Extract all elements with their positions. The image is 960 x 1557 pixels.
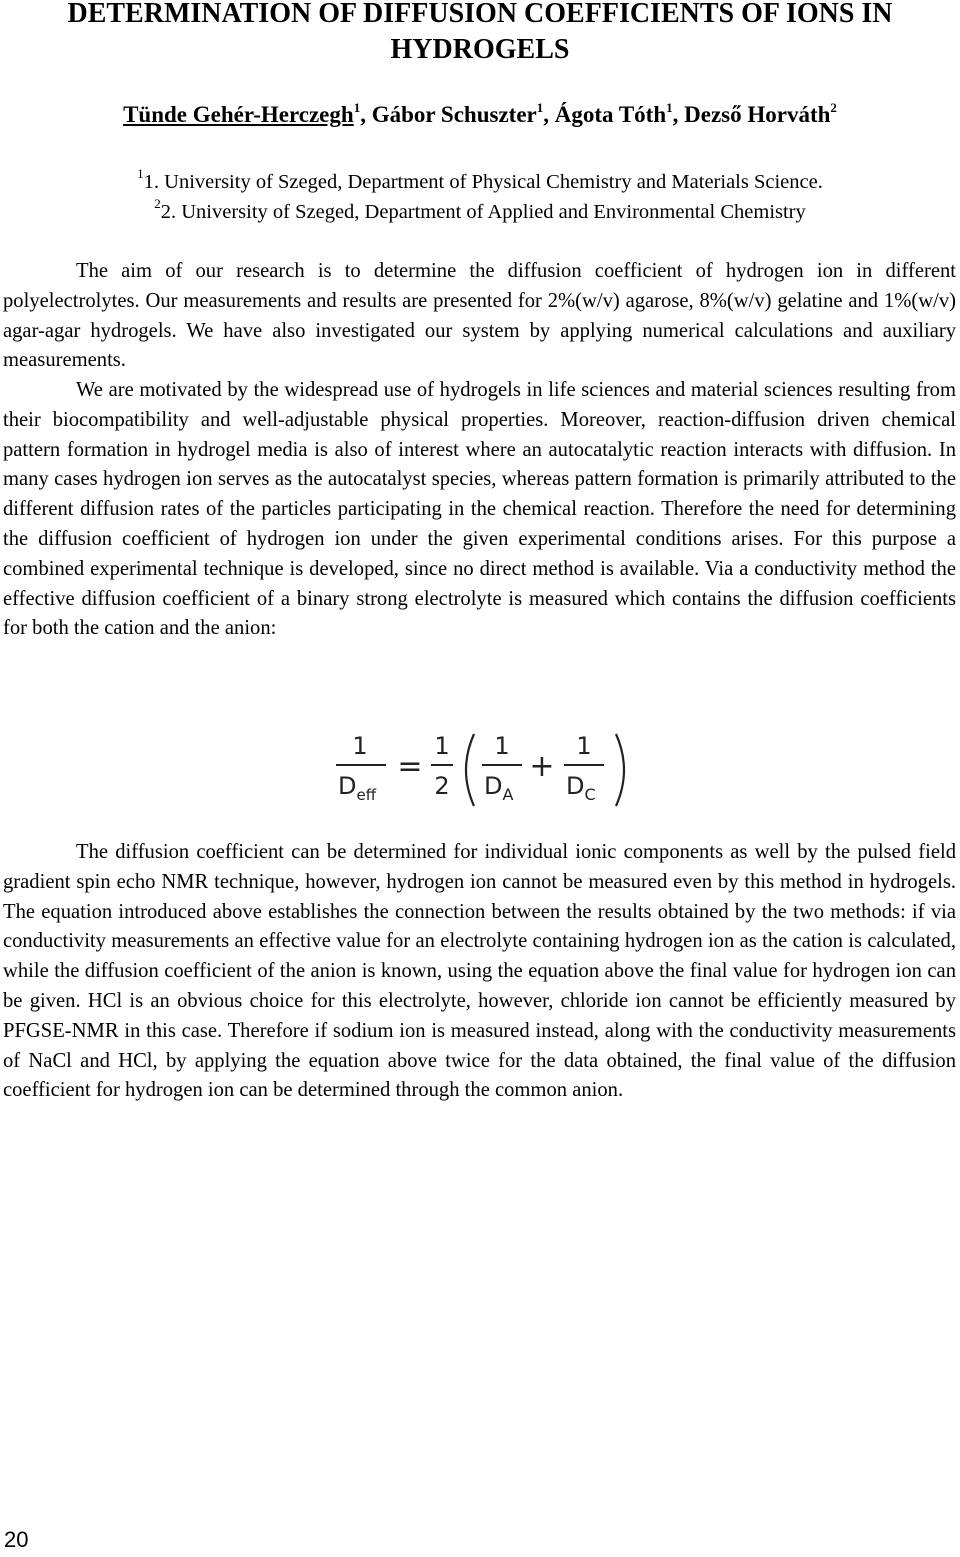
effective-diffusion-equation <box>330 732 640 812</box>
half-denominator: 2 <box>434 772 450 800</box>
author-separator: , <box>360 102 372 127</box>
abstract-paragraph-2: We are motivated by the widespread use of hydrogels in life sciences and material sciences resulting from their biocompatibility and well-adjustable physical properties. Moreover, reaction-diffusion driven chemical pattern formation in hydrogel media is also of interest where an autocatalytic reaction interacts with diffusion. In many cases hydrogen ion serves as the autocatalyst species, whereas pattern formation is primarily attributed to the different diffusion rates of the particles participating in the chemical reaction. Therefore the need for determining the diffusion coefficient of hydrogen ion under the given experimental conditions arises. For this purpose a combined experimental technique is developed, since no direct method is available. Via a conductivity method the effective diffusion coefficient of a binary strong electrolyte is measured which contains the diffusion coefficients for both the cation and the anion: <box>3 379 956 640</box>
equals-sign: = <box>397 749 423 784</box>
title-line-1: DETERMINATION OF DIFFUSION COEFFICIENTS OF IONS IN <box>67 0 893 29</box>
affiliation-text: 1. University of Szeged, Department of Physical Chemistry and Materials Science. <box>143 171 823 193</box>
affiliation-mark: 2 <box>154 196 161 211</box>
author-list <box>0 100 960 130</box>
affiliation-2 <box>0 198 960 226</box>
term-a-denominator: $D_A$ <box>484 772 514 804</box>
author-affiliation-mark: 2 <box>830 100 837 115</box>
abstract-paragraph-1: The aim of our research is to determine the diffusion coefficient of hydrogen ion in different polyelectrolytes. Our measurements and results are presented for 2%(w/v) agarose, 8%(w/v) gelatine and 1%(w/v) agar-agar hydrogels. We have also investigated our system by applying numerical calculations and auxiliary measurements. <box>3 260 956 372</box>
author-name: Ágota Tóth <box>554 102 667 127</box>
affiliation-text: 2. University of Szeged, Department of Applied and Environmental Chemistry <box>160 201 806 223</box>
title-line-2: HYDROGELS <box>390 34 570 65</box>
left-parenthesis <box>466 734 474 806</box>
author-name: Tünde Gehér-Herczegh <box>123 102 354 127</box>
term-a-numerator: 1 <box>494 732 510 760</box>
term-c-numerator: 1 <box>576 732 592 760</box>
author-name: Dezső Horváth <box>684 102 831 127</box>
right-parenthesis <box>616 734 624 806</box>
plus-sign: + <box>529 749 555 784</box>
author-affiliation-mark: 1 <box>536 100 544 115</box>
page-number: 20 <box>4 1527 29 1552</box>
author-affiliation-mark: 1 <box>353 100 361 115</box>
author-affiliation-mark: 1 <box>666 100 673 115</box>
lhs-numerator: 1 <box>352 732 368 760</box>
affiliation-1 <box>0 168 960 196</box>
affiliation-mark: 1 <box>137 166 144 181</box>
half-numerator: 1 <box>434 732 450 760</box>
lhs-denominator: $D_{eff}$ <box>338 772 377 804</box>
abstract-paragraph-3: The diffusion coefficient can be determined for individual ionic components as well by the pulsed field gradient spin echo NMR technique, however, hydrogen ion cannot be measured even by this method in hydrogels. The equation introduced above establishes the connection between the results obtained by the two methods: if via conductivity measurements an effective value for an electrolyte containing hydrogen ion as the cation is calculated, while the diffusion coefficient of the anion is known, using the equation above the final value for hydrogen ion can be given. HCl is an obvious choice for this electrolyte, however, chloride ion cannot be efficiently measured by PFGSE-NMR in this case. Therefore if sodium ion is measured instead, along with the conductivity measurements of NaCl and HCl, by applying the equation above twice for the data obtained, the final value of the diffusion coefficient for hydrogen ion can be determined through the common anion. <box>3 841 956 1102</box>
author-separator: , <box>672 102 685 127</box>
author-separator: , <box>543 102 555 127</box>
paper-title <box>0 0 960 68</box>
author-name: Gábor Schuszter <box>371 102 537 127</box>
term-c-denominator: $D_C$ <box>566 772 596 804</box>
